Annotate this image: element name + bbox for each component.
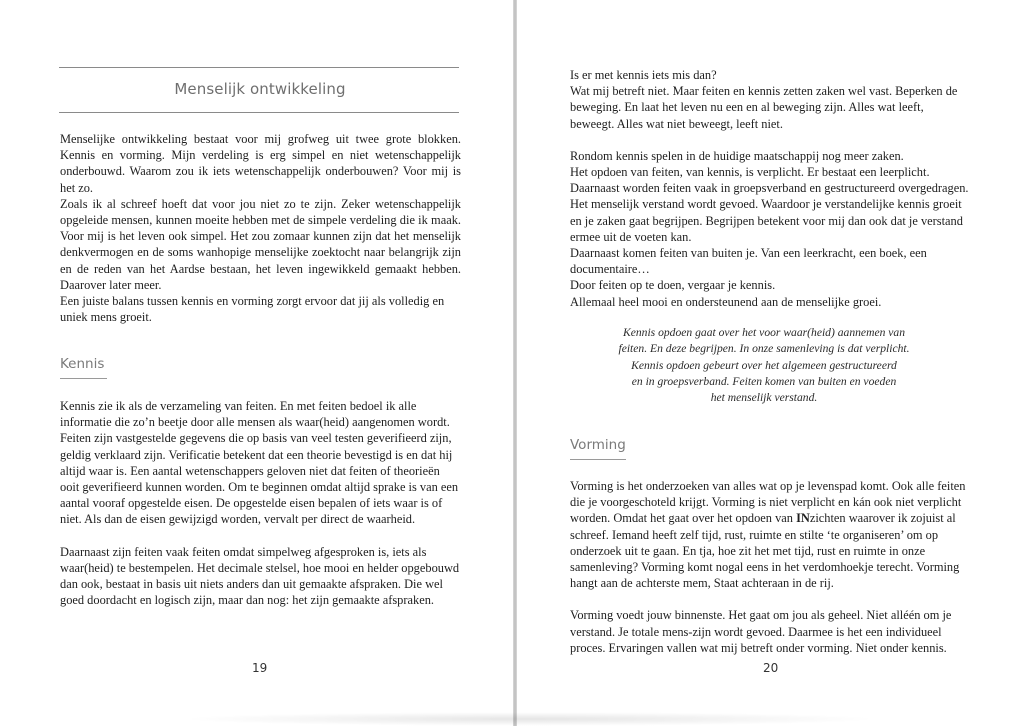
chapter-bottom-rule (59, 112, 459, 113)
section-heading-kennis: Kennis (60, 356, 105, 372)
kennis-paragraph: Daarnaast zijn feiten vaak feiten omdat simpelweg afgesproken is, iets als waar(heid) te bestempelen. Het decimale stelsel, hoe mooi en helder opgebouwd dan ook, bestaat in basis uit niets anders dan uit gemaakte afspraken. Die wel goed doordacht en logisch zijn, maar dan nog: het zijn gemaakte afspraken. (60, 544, 460, 608)
quote-line: feiten. En deze begrijpen. In onze samenleving is dat verplicht. (618, 342, 910, 356)
section-underline (570, 459, 626, 460)
text-paragraph: Wat mij betreft niet. Maar feiten en kennis zetten zaken wel vast. Beperken de beweging. En laat het leven nu een en al beweging zijn. Alles wat leeft, beweegt. Alles wat niet beweegt, leeft niet. (570, 84, 958, 131)
page-number-left: 19 (252, 661, 268, 675)
quote-line: en in groepsverband. Feiten komen van buiten en voeden (631, 374, 897, 388)
page-shadow (180, 712, 880, 726)
text-paragraph: Daarnaast komen feiten van buiten je. Van een leerkracht, een boek, een documentaire… (570, 246, 927, 277)
intro-paragraph: Zoals ik al schreef hoeft dat voor jou niet zo te zijn. Zeker wetenschappelijk opgeleide mensen, kunnen moeite hebben met de simpele verdeling die ik maak. Voor mij is het leven ook simpel. Het zou zomaar kunnen zijn dat het menselijk denkvermogen en de soms wanhopige menselijke zoektocht naar belangrijk zijn en de reden van het Aardse bestaan, het leven ingewikkeld gemaakt hebben. Daarover later meer. (60, 196, 461, 292)
intro-paragraph: Menselijke ontwikkeling bestaat voor mij grofweg uit twee grote blokken. Kennis en vorming. Mijn verdeling is erg simpel en niet wetenschappelijk onderbouwd. Waarom zou ik iets wetenschappelijk onderbouwen? Voor mij is het zo. (60, 132, 461, 195)
page-number-right: 20 (763, 661, 779, 675)
section-underline (60, 378, 107, 379)
text-line: Rondom kennis spelen in de huidige maatschappij nog meer zaken. (570, 148, 904, 163)
vorming-text (570, 478, 970, 656)
kennis-text (60, 398, 461, 608)
quote-line: Kennis opdoen gebeurt over het algemeen gestructureerd (631, 358, 897, 372)
quote-line: het menselijk verstand. (710, 391, 818, 405)
text-line: Is er met kennis iets mis dan? (570, 68, 717, 82)
quote-line: Kennis opdoen gaat over het voor waar(heid) aannemen van (622, 326, 906, 339)
vorming-text-part: Vorming is het onderzoeken van alles wat op je levenspad komt. Ook alle feiten die je voorgeschoteld krijgt. Vorming is niet verplicht en kán ook niet verplicht worden. Omdat het gaat over het opdoen van (570, 479, 966, 526)
pull-quote (586, 325, 942, 406)
book-spine (513, 0, 517, 726)
vorming-paragraph: Vorming voedt jouw binnenste. Het gaat om jou als geheel. Niet alléén om je verstand. Je totale mens-zijn wordt gevoed. Daarmee is het een individueel proces. Ervaringen vallen wat mij betreft onder vorming. Niet onder kennis. (570, 608, 952, 655)
text-line: Allemaal heel mooi en ondersteunend aan de menselijke groei. (570, 294, 882, 309)
vorming-bold-text: IN (796, 511, 810, 526)
kennis-paragraph: Kennis zie ik als de verzameling van feiten. En met feiten bedoel ik alle informatie die zo’n beetje door alle mensen als waar(heid) aangenomen wordt. Feiten zijn vastgestelde gegevens die op basis van veel testen geverifieerd zijn, geldig verklaard zijn. Verificatie betekent dat een theorie bevestigd is en dat hij altijd waar is. Een aantal wetenschappers geloven niet dat feiten of theorieën ooit geverifieerd kunnen worden. Om te beginnen omdat altijd sprake is van een aantal vooraf opgestelde eisen. De opgestelde eisen bepalen of iets waar is of niet. Als dan de eisen gewijzigd worden, vervalt per direct de waarheid. (60, 399, 459, 527)
chapter-top-rule (59, 67, 459, 68)
text-line: Door feiten op te doen, vergaar je kennis. (570, 278, 776, 293)
intro-text (60, 131, 461, 325)
text-paragraph: Het opdoen van feiten, van kennis, is verplicht. Er bestaat een leerplicht. Daarnaast worden feiten vaak in groepsverband en gestructureerd overgedragen. Het menselijk verstand wordt gevoed. Waardoor je verstandelijke kennis groeit en je zaken gaat begrijpen. Begrijpen betekent voor mij dan ook dat je verstand ermee uit de voeten kan. (570, 165, 969, 244)
chapter-title: Menselijk ontwikkeling (174, 80, 346, 98)
vorming-text-part: zichten waarover ik zojuist al schreef. Iemand heeft zelf tijd, rust, ruimte en stilte ‘te organiseren’ om op onderzoek uit te gaan. En tja, hoe zit het met tijd, rust en ruimte in onze samenleving? Vorming komt nogal eens in het verdomhoekje terecht. Vorming hangt aan de achterste mem, Staat achteraan in de rij. (570, 511, 960, 591)
intro-paragraph: Een juiste balans tussen kennis en vorming zorgt ervoor dat jij als volledig en uniek mens groeit. (60, 294, 445, 325)
vorming-paragraph (570, 478, 970, 591)
section-heading-vorming: Vorming (570, 437, 626, 453)
right-top-text (570, 67, 970, 310)
